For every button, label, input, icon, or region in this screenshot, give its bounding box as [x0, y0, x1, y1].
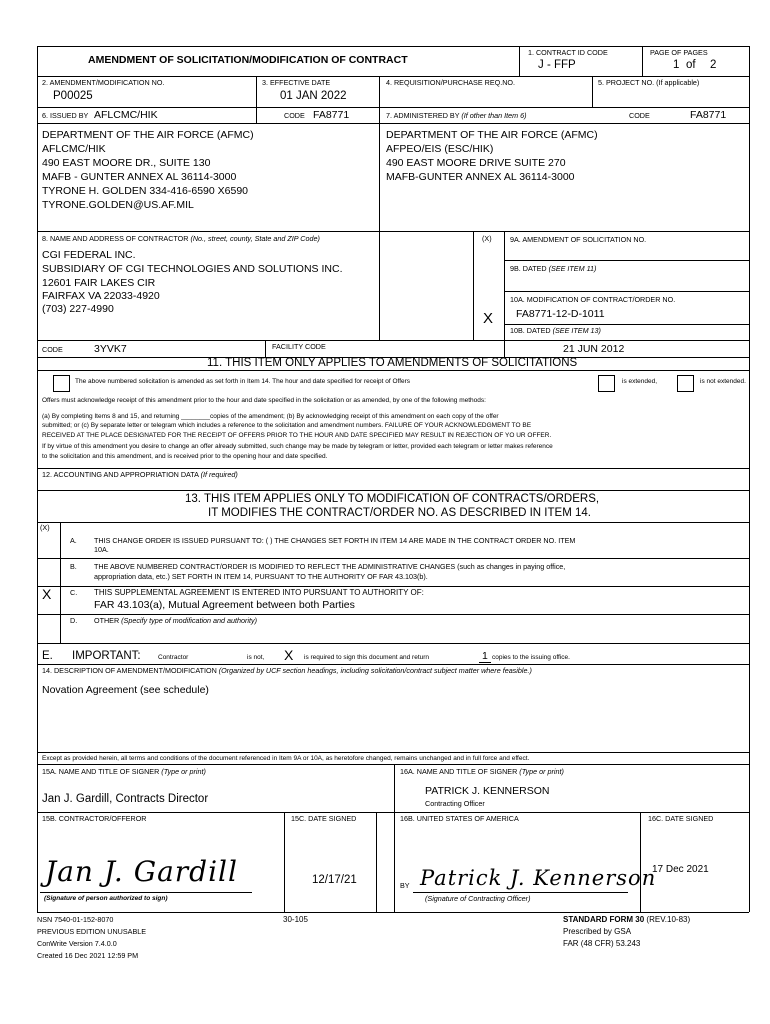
- effective-date-value: 01 JAN 2022: [280, 90, 347, 102]
- item-13a-text-1: THIS CHANGE ORDER IS ISSUED PURSUANT TO: ( ) THE CHANGES SET FORTH IN ITEM 14 ARE MADE IN THE CONTRACT ORDER NO. ITEM: [94, 536, 576, 545]
- officer-signature-caption: (Signature of Contracting Officer): [425, 894, 531, 903]
- usa-16b-label: 16B. UNITED STATES OF AMERICA: [400, 814, 519, 823]
- item-11-line-1: The above numbered solicitation is amended as set forth in Item 14. The hour and date specified for receipt of Offers: [75, 378, 411, 385]
- footer-line: PREVIOUS EDITION UNUSABLE: [37, 927, 147, 936]
- modification-10a-value: FA8771-12-D-1011: [516, 308, 605, 320]
- item-11-para-5: to the solicitation and this amendment, and is received prior to the opening hour and date specified.: [42, 453, 328, 460]
- officer-signature-line: [413, 892, 628, 893]
- project-no-label: 5. PROJECT NO. (If applicable): [598, 78, 700, 87]
- item-13-title-2: IT MODIFIES THE CONTRACT/ORDER NO. AS DESCRIBED IN ITEM 14.: [208, 507, 591, 519]
- contractor-signature-caption: (Signature of person authorized to sign): [44, 895, 168, 902]
- item-12-label-italic: (If required): [200, 470, 238, 479]
- page-total: 2: [710, 59, 717, 71]
- x-column-label: (X): [482, 234, 492, 243]
- standard-form-label: STANDARD FORM 30: [563, 915, 645, 924]
- important-contractor: Contractor: [158, 654, 189, 661]
- contractor-15b-label: 15B. CONTRACTOR/OFFEROR: [42, 814, 147, 823]
- contract-id-value: J - FFP: [538, 59, 576, 71]
- address-line: TYRONE H. GOLDEN 334-416-6590 X6590: [42, 185, 249, 197]
- item-13b-text-2: appropriation data, etc.) SET FORTH IN ITEM 14, PURSUANT TO THE AUTHORITY OF FAR 43.103(b).: [94, 572, 428, 581]
- footer-line: Created 16 Dec 2021 12:59 PM: [37, 951, 139, 960]
- important-is-not: is not,: [247, 654, 265, 661]
- item-13d-text-italic: (Specify type of modification and authority): [121, 616, 257, 625]
- footer-far: FAR (48 CFR) 53.243: [563, 939, 641, 948]
- address-line: MAFB-GUNTER ANNEX AL 36114-3000: [386, 171, 575, 183]
- footer-center: 30-105: [283, 915, 308, 924]
- footer-line: ConWrite Version 7.4.0.0: [37, 939, 117, 948]
- form-title: AMENDMENT OF SOLICITATION/MODIFICATION OF CONTRACT: [88, 54, 408, 66]
- signer-15a-label: [42, 768, 206, 775]
- dated-10b-label-text: 10B. DATED: [510, 326, 551, 335]
- important-copies: 1: [479, 651, 491, 663]
- contract-id-label: 1. CONTRACT ID CODE: [528, 48, 608, 57]
- dated-10b-value: 21 JUN 2012: [563, 343, 625, 355]
- important-text-2: copies to the issuing office.: [492, 654, 570, 661]
- is-extended-label: is extended,: [622, 378, 658, 385]
- address-line: CGI FEDERAL INC.: [42, 249, 136, 261]
- issued-by-value: AFLCMC/HIK: [94, 109, 158, 121]
- amendment-no-label: 2. AMENDMENT/MODIFICATION NO.: [42, 78, 165, 87]
- administered-by-label-text: 7. ADMINISTERED BY: [386, 111, 460, 120]
- modification-10a-label: 10A. MODIFICATION OF CONTRACT/ORDER NO.: [510, 295, 676, 304]
- issued-by-label: 6. ISSUED BY: [42, 111, 89, 120]
- item-13d-text-main: OTHER: [94, 616, 120, 625]
- signer-15a-label-text: 15A. NAME AND TITLE OF SIGNER: [42, 767, 160, 776]
- issued-code-value: FA8771: [313, 109, 350, 121]
- important-text: is required to sign this document and return: [304, 654, 430, 661]
- important-x-mark: X: [284, 647, 294, 663]
- important-label: IMPORTANT:: [72, 650, 141, 662]
- is-not-extended-label: is not extended.: [700, 378, 746, 385]
- item-13b-text-1: THE ABOVE NUMBERED CONTRACT/ORDER IS MODIFIED TO REFLECT THE ADMINISTRATIVE CHANGES (such as changes in paying office,: [94, 562, 566, 571]
- signer-16a-label-italic: (Type or print): [519, 767, 564, 776]
- date-16c-value: 17 Dec 2021: [652, 864, 709, 875]
- page-number: 1: [673, 59, 680, 71]
- is-extended-checkbox[interactable]: [598, 375, 615, 392]
- signer-15a-label-italic: (Type or print): [161, 767, 206, 776]
- requisition-label: 4. REQUISITION/PURCHASE REQ.NO.: [386, 78, 515, 87]
- contractor-signature-line: [40, 892, 252, 893]
- item-13c-x-mark: X: [42, 586, 52, 602]
- item-13-x-label: (X): [40, 523, 50, 532]
- date-16c-label: 16C. DATE SIGNED: [648, 814, 714, 823]
- item-13d-letter: D.: [70, 616, 78, 625]
- effective-date-label: 3. EFFECTIVE DATE: [262, 78, 331, 87]
- standard-form-rev: (REV.10-83): [646, 915, 691, 924]
- administered-by-label: [386, 112, 526, 119]
- except-statement: Except as provided herein, all terms and conditions of the document referenced in Item 9A or 10A, as heretofore changed, remains unchanged and in full force and effect.: [42, 755, 530, 762]
- item-13c-letter: C.: [70, 588, 78, 597]
- signer-16a-title: Contracting Officer: [425, 799, 485, 808]
- by-label: BY: [400, 881, 410, 890]
- offers-amended-checkbox[interactable]: [53, 375, 70, 392]
- administered-by-label-italic: (If other than Item 6): [461, 111, 527, 120]
- dated-10b-label-italic: (SEE ITEM 13): [552, 326, 601, 335]
- item-13b-letter: B.: [70, 562, 77, 571]
- address-line: AFLCMC/HIK: [42, 143, 106, 155]
- item-13a-text-2: 10A.: [94, 545, 109, 554]
- item-11-para-1: (a) By completing Items 8 and 15, and returning ________copies of the amendment; (b) By acknowledging receipt of this amendment on each copy of the offer: [42, 413, 499, 420]
- signer-16a-label: [400, 768, 564, 775]
- administered-code-label: CODE: [629, 111, 650, 120]
- contractor-label-text: 8. NAME AND ADDRESS OF CONTRACTOR: [42, 234, 189, 243]
- administered-code-value: FA8771: [690, 109, 727, 121]
- item-14-label-text: 14. DESCRIPTION OF AMENDMENT/MODIFICATION: [42, 666, 217, 675]
- address-line: MAFB - GUNTER ANNEX AL 36114-3000: [42, 171, 237, 183]
- page-of: of: [686, 59, 696, 71]
- address-line: 490 EAST MOORE DR., SUITE 130: [42, 157, 211, 169]
- item-11-para-4: If by virtue of this amendment you desire to change an offer already submitted, such change may be made by telegram or letter, provided each telegram or letter makes reference: [42, 443, 553, 450]
- item-14-description: Novation Agreement (see schedule): [42, 684, 209, 696]
- signer-15a-value: Jan J. Gardill, Contracts Director: [42, 793, 209, 805]
- item-11-line-2: Offers must acknowledge receipt of this amendment prior to the hour and date specified in the solicitation or as amended, by one of the following methods:: [42, 397, 486, 404]
- date-15c-value: 12/17/21: [312, 874, 357, 886]
- item-12-label: [42, 471, 238, 478]
- contractor-label-italic: (No., street, county, State and ZIP Code): [190, 234, 320, 243]
- important-e-label: E.: [42, 650, 53, 662]
- amendment-9a-label: 9A. AMENDMENT OF SOLICITATION NO.: [510, 235, 647, 244]
- address-line: (703) 227-4990: [42, 303, 114, 315]
- item-13-title-1: 13. THIS ITEM APPLIES ONLY TO MODIFICATION OF CONTRACTS/ORDERS,: [185, 493, 600, 505]
- item-13c-text-1: THIS SUPPLEMENTAL AGREEMENT IS ENTERED INTO PURSUANT TO AUTHORITY OF:: [94, 588, 424, 597]
- signer-16a-name: PATRICK J. KENNERSON: [425, 785, 550, 797]
- item-13c-text-2: FAR 43.103(a), Mutual Agreement between both Parties: [94, 599, 355, 611]
- address-line: SUBSIDIARY OF CGI TECHNOLOGIES AND SOLUTIONS INC.: [42, 263, 343, 275]
- issued-code-label: CODE: [284, 111, 305, 120]
- amendment-no-value: P00025: [53, 90, 93, 102]
- contractor-code-value: 3YVK7: [94, 343, 127, 355]
- item-12-label-text: 12. ACCOUNTING AND APPROPRIATION DATA: [42, 470, 199, 479]
- facility-code-label: FACILITY CODE: [272, 342, 326, 351]
- item-14-label: [42, 667, 532, 674]
- page-label: PAGE OF PAGES: [650, 48, 708, 57]
- address-line: DEPARTMENT OF THE AIR FORCE (AFMC): [386, 129, 598, 141]
- modification-10a-x-mark: X: [483, 310, 494, 327]
- amendment-9b-label: [510, 265, 596, 272]
- item-11-para-2: submitted; or (c) By separate letter or telegram which includes a reference to the solicitation and amendment numbers. FAILURE OF YOUR ACKNOWLEDGMENT TO BE: [42, 422, 532, 429]
- contractor-label: [42, 235, 320, 242]
- address-line: 12601 FAIR LAKES CIR: [42, 277, 156, 289]
- contractor-code-label: CODE: [42, 345, 63, 354]
- item-13a-letter: A.: [70, 536, 77, 545]
- contractor-signature: Jan J. Gardill: [45, 855, 238, 888]
- item-11-title: 11. THIS ITEM ONLY APPLIES TO AMENDMENTS OF SOLICITATIONS: [207, 357, 578, 369]
- dated-10b-label: [510, 327, 601, 334]
- address-line: AFPEO/EIS (ESC/HIK): [386, 143, 494, 155]
- footer-line: NSN 7540-01-152-8070: [37, 915, 114, 924]
- signer-16a-label-text: 16A. NAME AND TITLE OF SIGNER: [400, 767, 518, 776]
- contracting-officer-signature: Patrick J. Kennerson: [420, 866, 657, 890]
- address-line: DEPARTMENT OF THE AIR FORCE (AFMC): [42, 129, 254, 141]
- item-11-para-3: RECEIVED AT THE PLACE DESIGNATED FOR THE RECEIPT OF OFFERS PRIOR TO THE HOUR AND DATE SPECIFIED MAY RESULT IN REJECTION OF YO UR OFFER.: [42, 432, 552, 439]
- is-not-extended-checkbox[interactable]: [677, 375, 694, 392]
- footer-standard-form: [563, 916, 690, 924]
- address-line: 490 EAST MOORE DRIVE SUITE 270: [386, 157, 566, 169]
- amendment-9b-label-italic: (SEE ITEM 11): [548, 264, 597, 273]
- address-line: TYRONE.GOLDEN@US.AF.MIL: [42, 199, 194, 211]
- address-line: FAIRFAX VA 22033-4920: [42, 290, 160, 302]
- item-14-label-italic: (Organized by UCF section headings, including solicitation/contract subject matter where feasible.): [218, 666, 532, 675]
- footer-prescribed: Prescribed by GSA: [563, 927, 632, 936]
- amendment-9b-label-text: 9B. DATED: [510, 264, 547, 273]
- date-15c-label: 15C. DATE SIGNED: [291, 814, 357, 823]
- item-13d-text: [94, 617, 257, 624]
